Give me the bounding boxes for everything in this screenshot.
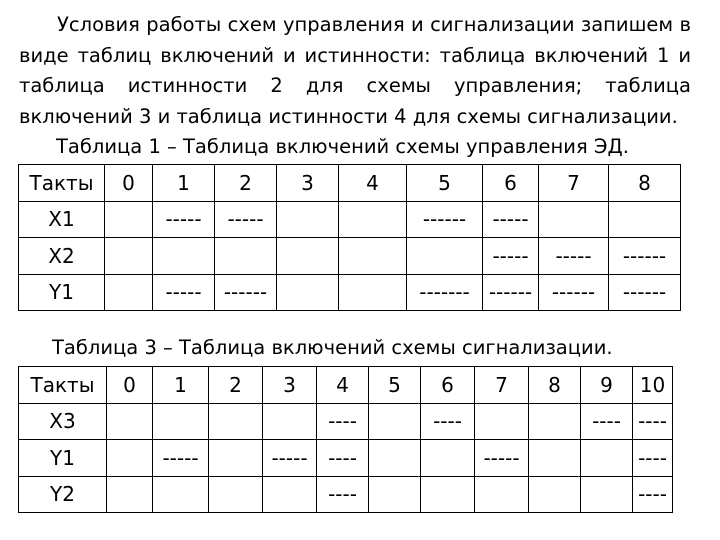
signal-label-cell: Y2	[19, 476, 107, 513]
header-step-cell: 7	[539, 165, 609, 202]
state-cell	[215, 238, 277, 275]
state-cell	[209, 476, 263, 513]
state-cell	[105, 201, 153, 238]
signal-label-cell: X3	[19, 403, 107, 440]
state-cell	[407, 238, 483, 275]
state-cell	[609, 201, 681, 238]
state-cell	[339, 238, 407, 275]
table-row	[19, 201, 681, 238]
state-cell: -----	[153, 274, 215, 311]
table-row	[19, 440, 673, 477]
state-cell	[105, 274, 153, 311]
header-step-cell: 0	[107, 367, 153, 404]
header-step-cell: 5	[407, 165, 483, 202]
state-cell: -----	[153, 440, 209, 477]
header-step-cell: 4	[339, 165, 407, 202]
header-step-cell: 1	[153, 367, 209, 404]
state-cell	[263, 403, 317, 440]
state-cell	[153, 403, 209, 440]
state-cell: -----	[263, 440, 317, 477]
state-cell	[153, 476, 209, 513]
header-step-cell: 4	[317, 367, 369, 404]
state-cell: -----	[483, 201, 539, 238]
header-step-cell: 7	[475, 367, 529, 404]
state-cell	[369, 476, 421, 513]
state-cell: ------	[215, 274, 277, 311]
header-step-cell: 5	[369, 367, 421, 404]
intro-paragraph	[19, 10, 691, 132]
state-cell: ------	[539, 274, 609, 311]
table1-switching-table	[18, 164, 681, 311]
header-row	[19, 165, 681, 202]
state-cell	[339, 274, 407, 311]
state-cell	[277, 201, 339, 238]
header-step-cell: 9	[581, 367, 633, 404]
state-cell	[581, 440, 633, 477]
state-cell: ----	[421, 403, 475, 440]
table-row	[19, 476, 673, 513]
table-row	[19, 274, 681, 311]
state-cell	[263, 476, 317, 513]
table-row	[19, 403, 673, 440]
state-cell	[421, 476, 475, 513]
header-step-cell: 6	[421, 367, 475, 404]
state-cell: ----	[633, 403, 673, 440]
header-step-cell: 0	[105, 165, 153, 202]
table3-body	[19, 367, 673, 513]
signal-label-cell: Y1	[19, 440, 107, 477]
state-cell	[475, 476, 529, 513]
signal-label-cell: X1	[19, 201, 105, 238]
header-step-cell: 2	[215, 165, 277, 202]
header-step-cell: 1	[153, 165, 215, 202]
state-cell	[105, 238, 153, 275]
table3-switching-table	[18, 366, 673, 513]
header-step-cell: 6	[483, 165, 539, 202]
header-step-cell: 8	[609, 165, 681, 202]
state-cell	[475, 403, 529, 440]
table1-caption: Таблица 1 – Таблица включений схемы управления ЭД.	[56, 135, 629, 158]
state-cell: -----	[539, 238, 609, 275]
state-cell: ------	[407, 201, 483, 238]
state-cell	[529, 403, 581, 440]
state-cell	[153, 238, 215, 275]
header-row	[19, 367, 673, 404]
state-cell	[107, 440, 153, 477]
state-cell	[277, 274, 339, 311]
state-cell	[581, 476, 633, 513]
state-cell	[339, 201, 407, 238]
state-cell	[107, 476, 153, 513]
state-cell	[421, 440, 475, 477]
signal-label-cell: Y1	[19, 274, 105, 311]
table3-caption: Таблица 3 – Таблица включений схемы сигнализации.	[52, 336, 613, 359]
state-cell	[539, 201, 609, 238]
state-cell	[107, 403, 153, 440]
state-cell: ------	[609, 238, 681, 275]
state-cell	[369, 403, 421, 440]
intro-paragraph-text: Условия работы схем управления и сигнализации запишем в виде таблиц включений и истинности: таблица включений 1 и таблица истинности 2 для схемы управления; таблица включений 3 и таблица истинности 4 для схемы сигнализации.	[19, 13, 691, 128]
state-cell: -----	[153, 201, 215, 238]
header-step-cell: 8	[529, 367, 581, 404]
state-cell: ----	[317, 403, 369, 440]
state-cell	[209, 440, 263, 477]
state-cell: -------	[407, 274, 483, 311]
header-step-cell: 3	[263, 367, 317, 404]
state-cell: ----	[317, 476, 369, 513]
state-cell: -----	[483, 238, 539, 275]
state-cell: -----	[215, 201, 277, 238]
header-step-cell: 10	[633, 367, 673, 404]
state-cell: ----	[633, 476, 673, 513]
state-cell: ----	[633, 440, 673, 477]
header-step-cell: 3	[277, 165, 339, 202]
state-cell	[529, 440, 581, 477]
state-cell: -----	[475, 440, 529, 477]
header-step-cell: 2	[209, 367, 263, 404]
state-cell	[369, 440, 421, 477]
state-cell	[209, 403, 263, 440]
state-cell	[277, 238, 339, 275]
state-cell: ------	[483, 274, 539, 311]
table1-body	[19, 165, 681, 311]
state-cell: ------	[609, 274, 681, 311]
header-label-cell: Такты	[19, 367, 107, 404]
header-label-cell: Такты	[19, 165, 105, 202]
state-cell	[529, 476, 581, 513]
signal-label-cell: X2	[19, 238, 105, 275]
state-cell: ----	[317, 440, 369, 477]
state-cell: ----	[581, 403, 633, 440]
table-row	[19, 238, 681, 275]
